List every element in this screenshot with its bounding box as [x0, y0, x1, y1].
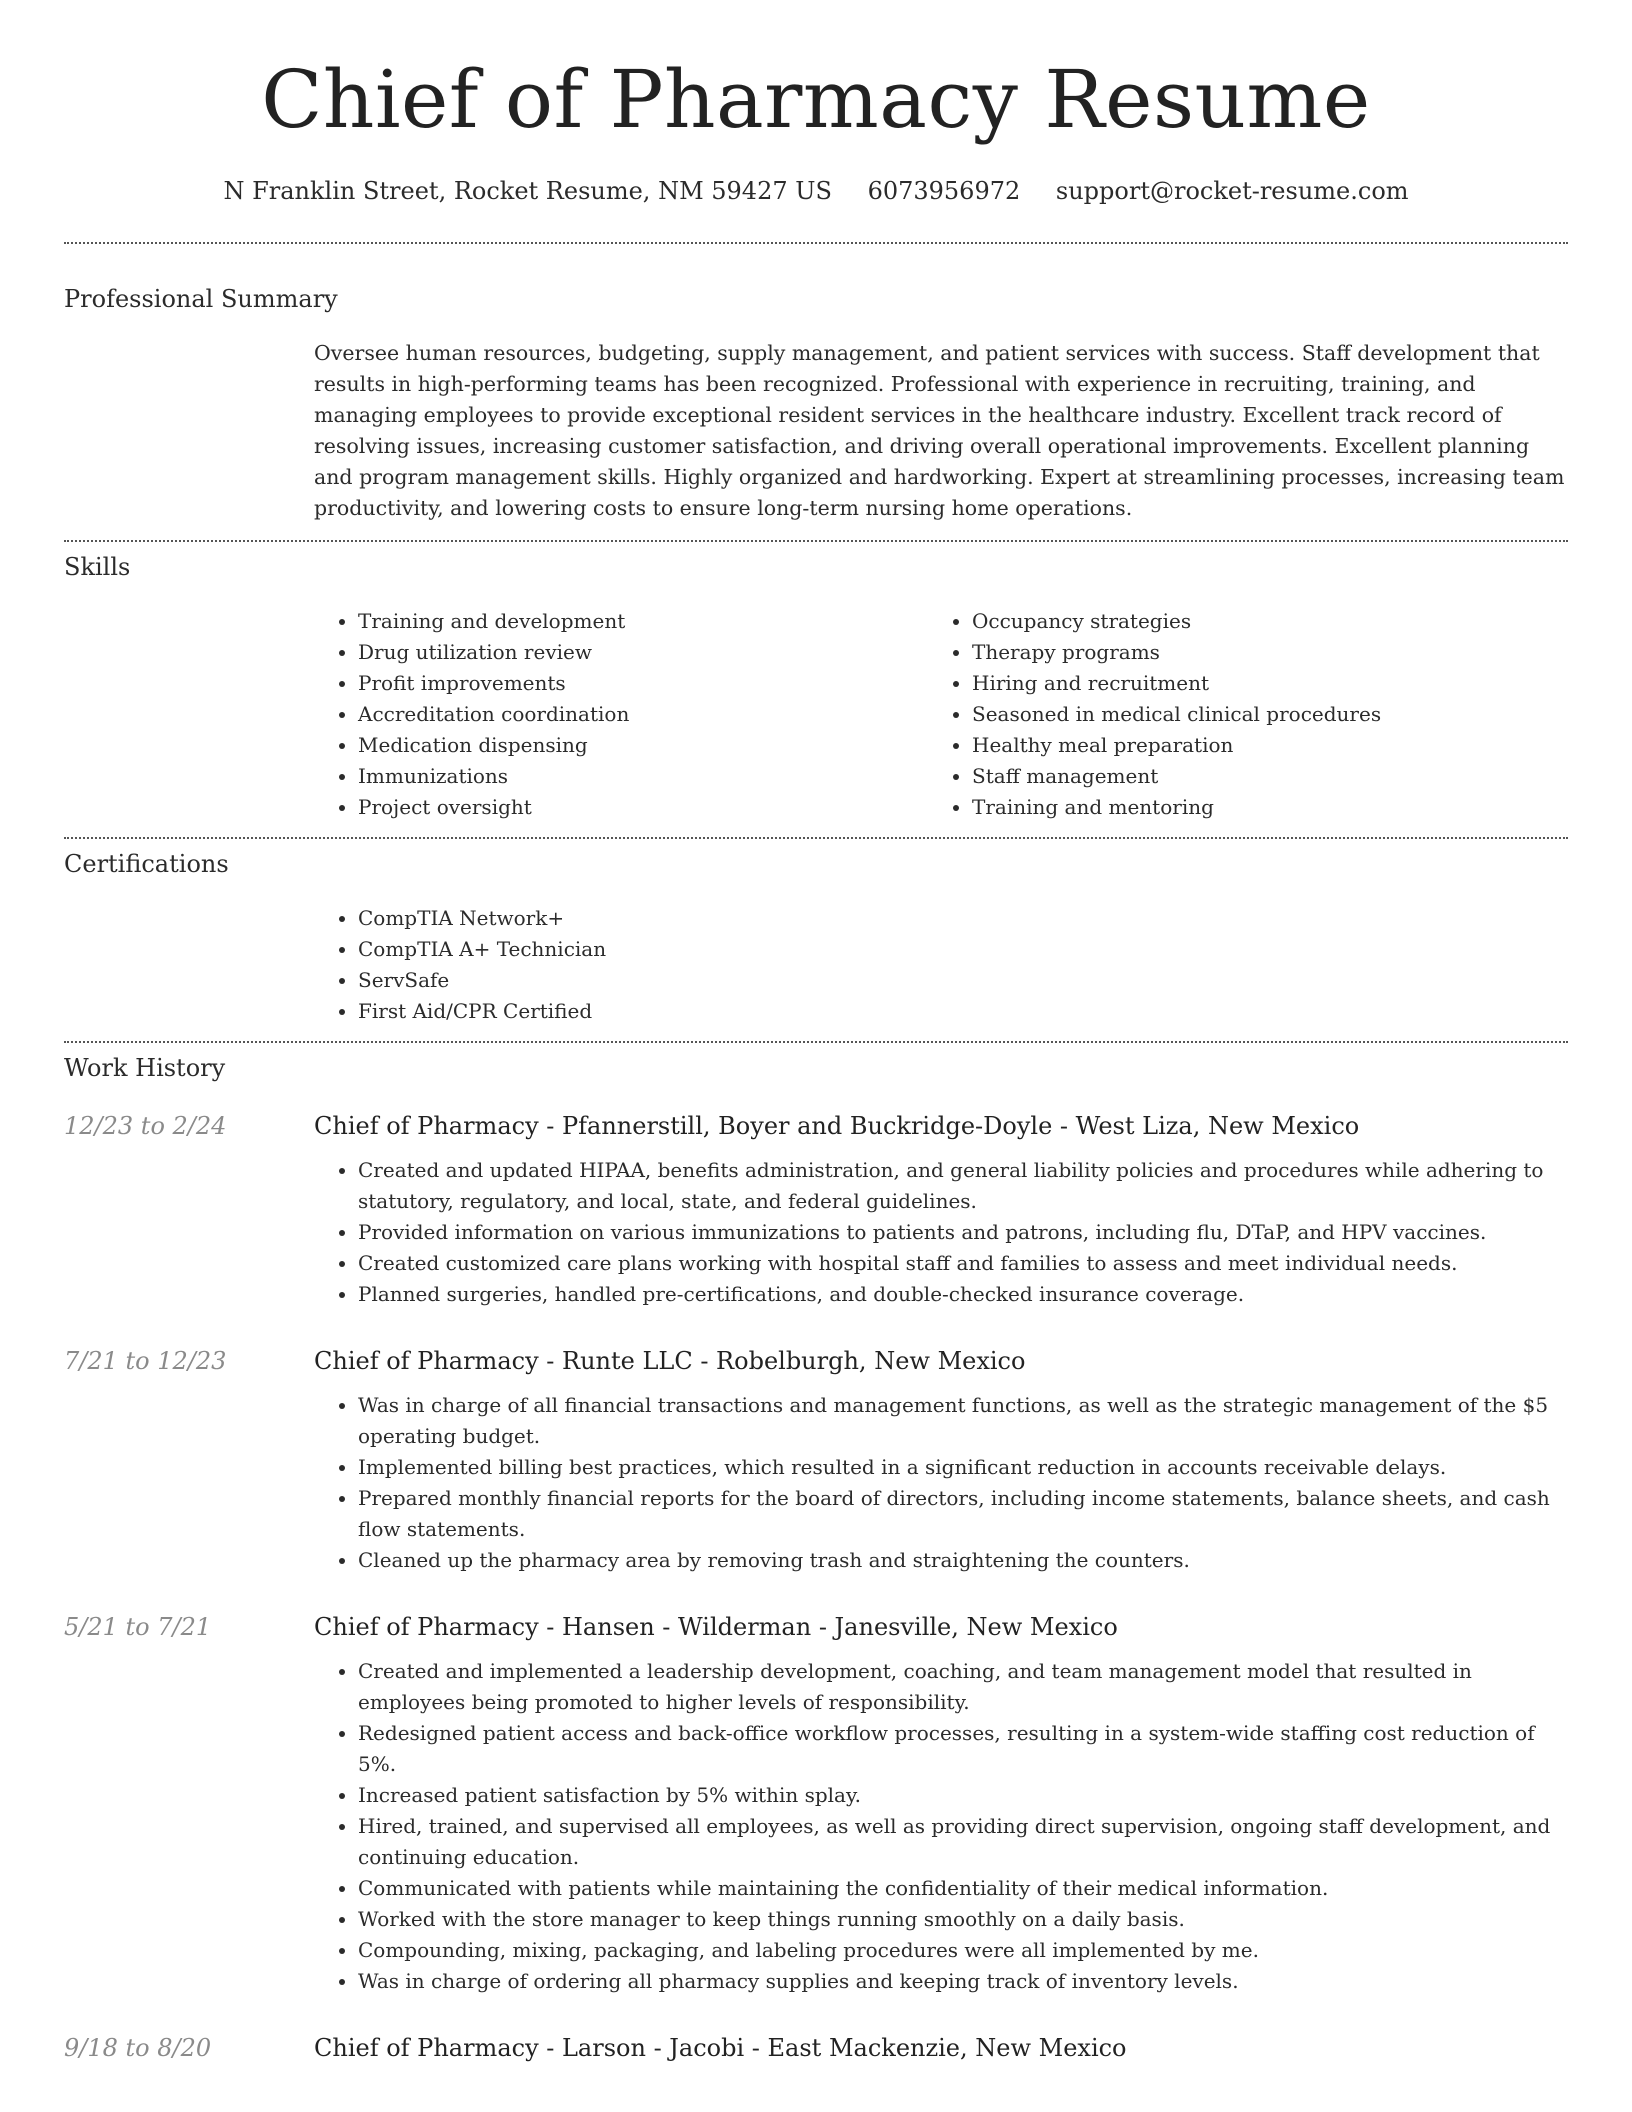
skill-item: • Seasoned in medical clinical procedures [972, 699, 1542, 730]
job-date: 9/18 to 8/20 [64, 2034, 212, 2062]
job-date: 7/21 to 12/23 [64, 1347, 227, 1375]
job-bullet: • Created and implemented a leadership development, coaching, and team management model that resulted in employees being promoted to higher levels of responsibility. [358, 1656, 1568, 1718]
skills-list-right [928, 606, 1542, 823]
job-title: Chief of Pharmacy - Larson - Jacobi - East Mackenzie, New Mexico [314, 2034, 1127, 2062]
job-bullet: • Created customized care plans working with hospital staff and families to assess and meet individual needs. [358, 1248, 1568, 1279]
certifications-list [314, 903, 1568, 1027]
job-bullet: • Created and updated HIPAA, benefits administration, and general liability policies and procedures while adhering to statutory, regulatory, and local, state, and federal guidelines. [358, 1155, 1568, 1217]
certification-item: • CompTIA Network+ [358, 903, 1568, 934]
skills-columns [314, 606, 1568, 823]
job-body [314, 1610, 1568, 1997]
skill-item: • Staff management [972, 761, 1542, 792]
job-entry [64, 1344, 1568, 1576]
job-entry [64, 1109, 1568, 1310]
job-bullet: • Was in charge of all financial transactions and management functions, as well as the strategic management of the $5 operating budget. [358, 1390, 1568, 1452]
skill-item: • Medication dispensing [358, 730, 928, 761]
skill-item: • Training and mentoring [972, 792, 1542, 823]
skills-list-left [314, 606, 928, 823]
job-body [314, 1109, 1568, 1310]
contact-line [64, 176, 1568, 206]
summary-heading: Professional Summary [64, 285, 338, 313]
job-bullet: • Increased patient satisfaction by 5% within splay. [358, 1780, 1568, 1811]
summary-section [64, 244, 1568, 524]
job-bullet: • Cleaned up the pharmacy area by removing trash and straightening the counters. [358, 1545, 1568, 1576]
job-bullets [314, 1656, 1568, 1997]
certifications-heading: Certifications [64, 850, 229, 878]
certifications-content [314, 903, 1568, 1027]
skill-item: • Accreditation coordination [358, 699, 928, 730]
job-title: Chief of Pharmacy - Runte LLC - Robelburgh, New Mexico [314, 1347, 1026, 1375]
job-bullet: • Redesigned patient access and back-office workflow processes, resulting in a system-wide staffing cost reduction of 5%. [358, 1718, 1568, 1780]
job-bullet: • Implemented billing best practices, which resulted in a significant reduction in accounts receivable delays. [358, 1452, 1568, 1483]
job-bullets [314, 1390, 1568, 1576]
skill-item: • Healthy meal preparation [972, 730, 1542, 761]
job-bullet: • Hired, trained, and supervised all employees, as well as providing direct supervision, ongoing staff development, and continuing education. [358, 1811, 1568, 1873]
job-bullets [314, 1155, 1568, 1310]
job-entry [64, 1610, 1568, 1997]
job-entry [64, 2031, 1568, 2077]
work-history-heading: Work History [64, 1054, 226, 1082]
certification-item: • ServSafe [358, 965, 1568, 996]
job-bullet: • Was in charge of ordering all pharmacy supplies and keeping track of inventory levels. [358, 1966, 1568, 1997]
job-bullet: • Planned surgeries, handled pre-certifications, and double-checked insurance coverage. [358, 1279, 1568, 1310]
job-bullet: • Communicated with patients while maintaining the confidentiality of their medical information. [358, 1873, 1568, 1904]
skill-item: • Therapy programs [972, 637, 1542, 668]
job-title: Chief of Pharmacy - Pfannerstill, Boyer and Buckridge-Doyle - West Liza, New Mexico [314, 1112, 1360, 1140]
job-title: Chief of Pharmacy - Hansen - Wilderman - Janesville, New Mexico [314, 1613, 1118, 1641]
work-history-section [64, 1043, 1568, 2077]
job-body [314, 1344, 1568, 1576]
job-bullet: • Prepared monthly financial reports for the board of directors, including income statements, balance sheets, and cash flow statements. [358, 1483, 1568, 1545]
skill-item: • Hiring and recruitment [972, 668, 1542, 699]
skill-item: • Profit improvements [358, 668, 928, 699]
job-bullet: • Worked with the store manager to keep things running smoothly on a daily basis. [358, 1904, 1568, 1935]
certifications-section [64, 839, 1568, 1027]
resume-page [64, 0, 1568, 2077]
certification-item: • CompTIA A+ Technician [358, 934, 1568, 965]
summary-text: Oversee human resources, budgeting, supply management, and patient services with success. Staff development that results in high-performing teams has been recognized. Professional with experience in recruiting, training, and managing employees to provide exceptional resident services in the healthcare industry. Excellent track record of resolving issues, increasing customer satisfaction, and driving overall operational improvements. Excellent planning and program management skills. Highly organized and hardworking. Expert at streamlining processes, increasing team productivity, and lowering costs to ensure long-term nursing home operations. [314, 341, 1565, 520]
skills-section [64, 542, 1568, 823]
skill-item: • Immunizations [358, 761, 928, 792]
skills-heading: Skills [64, 553, 131, 581]
skill-item: • Training and development [358, 606, 928, 637]
skill-item: • Drug utilization review [358, 637, 928, 668]
job-bullet: • Compounding, mixing, packaging, and labeling procedures were all implemented by me. [358, 1935, 1568, 1966]
resume-title: Chief of Pharmacy Resume [261, 53, 1371, 146]
job-body [314, 2031, 1568, 2077]
skill-item: • Project oversight [358, 792, 928, 823]
certification-item: • First Aid/CPR Certified [358, 996, 1568, 1027]
job-date: 5/21 to 7/21 [64, 1613, 212, 1641]
skill-item: • Occupancy strategies [972, 606, 1542, 637]
job-date: 12/23 to 2/24 [64, 1112, 227, 1140]
phone-text: 6073956972 [867, 177, 1021, 205]
address-text: N Franklin Street, Rocket Resume, NM 59427 US [223, 177, 832, 205]
job-bullet: • Provided information on various immunizations to patients and patrons, including flu, DTaP, and HPV vaccines. [358, 1217, 1568, 1248]
email-text: support@rocket-resume.com [1055, 177, 1409, 205]
